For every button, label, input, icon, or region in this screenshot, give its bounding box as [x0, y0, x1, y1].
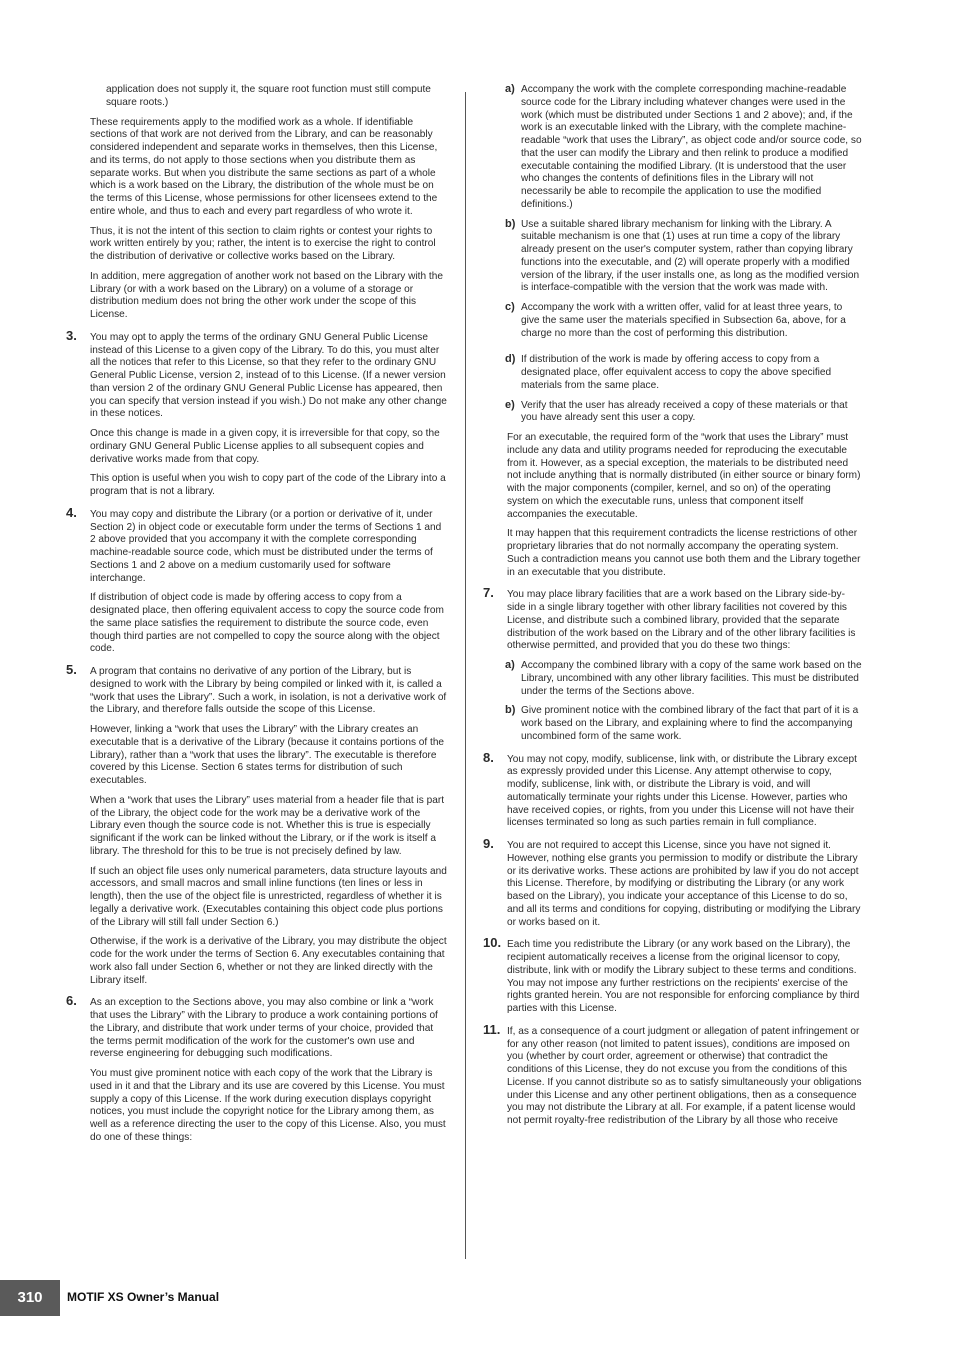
list-item [483, 302, 862, 340]
list-item [483, 84, 862, 212]
section-6 [66, 993, 447, 1144]
item-letter: b) [505, 704, 516, 717]
section-7 [483, 585, 862, 653]
list-item [483, 219, 862, 296]
section-number: 11. [483, 1021, 501, 1037]
paragraph: Once this change is made in a given copy, it is irreversible for that copy, so the ordinary GNU General Public License applies to all subsequent copies and derivative works made from that copy. [90, 428, 440, 465]
paragraph: However, linking a “work that uses the Library” with the Library creates an executable that is a derivative of the Library (because it contains portions of the Library), rather than a “work that uses the library”. The executable is therefore covered by this License. Section 6 states terms for distribution of such executables. [90, 724, 445, 786]
section-number: 10. [483, 935, 502, 951]
section-number: 5. [66, 662, 77, 677]
paragraph: You may opt to apply the terms of the ordinary GNU General Public License instead of this License to a given copy of the Library. To do this, you must alter all the notices that refer to this License, so that they refer to the ordinary GNU General Public License, version 2, instead of to this License. (If a newer version than version 2 of the ordinary GNU General Public License has appeared, then you can specify that version instead if you wish.) Do not make any other change in these notices. [90, 331, 447, 420]
item-text: Accompany the work with the complete corresponding machine-readable source code for the Library including whatever changes were used in the work (which must be distributed under Sections 1 and 2 above); and, if the work is an executable linked with the Library, with the complete machine-readable “work that uses the Library”, as object code and/or source code, so that the user can modify the Library and then relink to produce a modified executable containing the modified Library. (It is understood that the user who changes the contents of definitions files in the Library will not necessarily be able to recompile the application to use the modified definitions.) [521, 84, 862, 210]
column-divider [465, 92, 466, 1259]
left-column [66, 84, 447, 1152]
paragraph: If such an object file uses only numerical parameters, data structure layouts and accessors, and small macros and small inline functions (ten lines or less in length), then the use of the object file is unrestricted, regardless of whether it is legally a derivative work. (Executables containing this object code plus portions of the Library will still fall under Section 6.) [90, 865, 447, 928]
item-letter: e) [505, 398, 515, 411]
item-text: Accompany the work with a written offer, valid for at least three years, to give the same user the materials specified in Subsection 6a, above, for a charge no more than the cost of performing this distribution. [521, 302, 846, 339]
section-10 [483, 935, 862, 1016]
section-4 [66, 504, 447, 656]
page-footer [0, 1280, 954, 1316]
right-column [483, 84, 862, 1135]
paragraph: If, as a consequence of a court judgment or allegation of patent infringement or for any other reason (not limited to patent issues), conditions are imposed on you (whether by court order, agreement or otherwise) that contradict the conditions of this License, they do not excuse you from the conditions of this License. If you cannot distribute so as to satisfy simultaneously your obligations under this License and any other pertinent obligations, then as a consequence you may not distribute the Library at all. For example, if a patent license would not permit royalty-free redistribution of the Library by all those who receive [507, 1025, 862, 1126]
section-number: 7. [483, 585, 494, 601]
paragraph: application does not supply it, the square root function must still compute square roots.) [106, 84, 431, 108]
section-number: 6. [66, 993, 77, 1009]
page-number: 310 [0, 1280, 60, 1316]
section-number: 3. [66, 327, 77, 343]
paragraph: You may copy and distribute the Library (or a portion or derivative of it, under Section 2) in object code or executable form under the terms of Sections 1 and 2 above provided that you accompany it with the complete corresponding machine-readable source code, which must be distributed under the terms of Sections 1 and 2 above on a medium customarily used for software interchange. [90, 508, 442, 584]
item-text: Give prominent notice with the combined library of the fact that part of it is a work based on the Library, and explaining where to find the accompanying uncombined form of the same work. [521, 705, 859, 742]
list-item [483, 354, 862, 392]
section-5 [66, 662, 447, 987]
section-8 [483, 749, 862, 831]
paragraph: You may not copy, modify, sublicense, link with, or distribute the Library except as expressly provided under this License. Any attempt otherwise to copy, modify, sublicense, link with, or distribute the Library is void, and will automatically terminate your rights under this License. However, parties who have received copies, or rights, from you under this License will not have their licenses terminated so long as such parties remain in full compliance. [507, 753, 857, 829]
item-letter: a) [505, 83, 515, 95]
paragraph: You must give prominent notice with each copy of the work that the Library is used in it and that the Library and its use are covered by this License. You must supply a copy of this License. If the work during execution displays copyright notices, you must include the copyright notice for the Library among them, as well as a reference directing the user to the copy of this License. Also, you must do one of these things: [90, 1068, 446, 1143]
paragraph: As an exception to the Sections above, you may also combine or link a “work that uses the Library” with the Library to produce a work containing portions of the Library, and distribute that work under terms of your choice, provided that the terms permit modification of the work for the customer's own use and reverse engineering for debugging such modifications. [90, 997, 438, 1060]
section-number: 8. [483, 749, 494, 765]
list-item [483, 705, 862, 743]
section-9 [483, 836, 862, 929]
paragraph: It may happen that this requirement contradicts the license restrictions of other proprietary libraries that do not normally accompany the operating system. Such a contradiction means you cannot use both them and the Library together in an executable that you distribute. [507, 528, 861, 578]
item-letter: a) [505, 659, 515, 671]
item-text: Verify that the user has already received a copy of these materials or that you have already sent this user a copy. [521, 399, 848, 424]
paragraph: If distribution of object code is made by offering access to copy from a designated place, then offering equivalent access to copy the source code from the same place satisfies the requirement to distribute the source code, even though third parties are not compelled to copy the source along with the object code. [90, 592, 444, 655]
section-3 [66, 327, 447, 499]
paragraph: Otherwise, if the work is a derivative of the Library, you may distribute the object code for the work under the terms of Section 6. Any executables containing that work also fall under Section 6, whether or not they are linked directly with the Library itself. [90, 936, 447, 986]
paragraph: Thus, it is not the intent of this section to claim rights or contest your rights to work written entirely by you; rather, the intent is to exercise the right to control the distribution of derivative or collective works based on the Library. [90, 225, 436, 262]
paragraph: These requirements apply to the modified work as a whole. If identifiable sections of that work are not derived from the Library, and can be reasonably considered independent and separate works in themselves, then this License, and its terms, do not apply to those sections when you distribute them as separate works. But when you distribute the same sections as part of a whole which is a work based on the Library, the distribution of the whole must be on the terms of this License, whose permissions for other licensees extend to the entire whole, and thus to each and every part regardless of who wrote it. [90, 116, 438, 217]
paragraph: Each time you redistribute the Library (or any work based on the Library), the recipient automatically receives a license from the original licensor to copy, distribute, link with or modify the Library subject to these terms and conditions. You may not impose any further restrictions on the recipients' exercise of the rights granted herein. You are not responsible for enforcing compliance by third parties with this License. [507, 939, 860, 1014]
item-text: If distribution of the work is made by offering access to copy from a designated place, offer equivalent access to copy the above specified materials from the same place. [521, 354, 832, 391]
manual-title: MOTIF XS Owner’s Manual [67, 1290, 220, 1304]
paragraph: You may place library facilities that are a work based on the Library side-by-side in a single library together with other library facilities not covered by this License, and distribute such a combined library, provided that the separate distribution of the work based on the Library and of the other library facilities is otherwise permitted, and provided that you do these two things: [507, 589, 856, 652]
paragraph: In addition, mere aggregation of another work not based on the Library with the Library (or with a work based on the Library) on a volume of a storage or distribution medium does not bring the other work under the scope of this License. [90, 270, 443, 320]
list-item [483, 660, 862, 698]
item-text: Use a suitable shared library mechanism for linking with the Library. A suitable mechanism is one that (1) uses at run time a copy of the library already present on the user's computer system, rather than copying library functions into the executable, and (2) will operate properly with a modified version of the library, if the user installs one, as long as the modified version is interface-compatible with the version that the work was made with. [521, 218, 860, 294]
list-item [483, 400, 862, 426]
section-11 [483, 1021, 862, 1128]
paragraph: For an executable, the required form of the “work that uses the Library” must include any data and utility programs needed for reproducing the executable from it. However, as a special exception, the materials to be distributed need not include anything that is normally distributed (in either source or binary form) with the major components (compiler, kernel, and so on) of the operating system on which the executable runs, unless that component itself accompanies the executable. [507, 432, 861, 520]
paragraph: When a “work that uses the Library” uses material from a header file that is part of the Library, the object code for the work may be a derivative work of the Library even though the source code is not. Whether this is true is especially significant if the work can be linked without the Library, or if the work is itself a library. The threshold for this to be true is not precisely defined by law. [90, 794, 444, 857]
paragraph: A program that contains no derivative of any portion of the Library, but is designed to work with the Library by being compiled or linked with it, is called a “work that uses the Library”. Such a work, in isolation, is not a derivative work of the Library, and therefore falls outside the scope of this License. [90, 666, 447, 716]
section-number: 9. [483, 836, 494, 851]
item-text: Accompany the combined library with a copy of the same work based on the Library, uncombined with any other library facilities. This must be distributed under the terms of the Sections above. [521, 660, 862, 697]
paragraph: This option is useful when you wish to copy part of the code of the Library into a program that is not a library. [90, 473, 446, 497]
item-letter: d) [505, 353, 516, 366]
item-letter: b) [505, 217, 516, 230]
paragraph: You are not required to accept this License, since you have not signed it. However, nothing else grants you permission to modify or distribute the Library or its derivative works. These actions are prohibited by law if you do not accept this License. Therefore, by modifying or distributing the Library (or any work based on the Library), you indicate your acceptance of this License to do so, and all its terms and conditions for copying, distributing or modifying the Library or works based on it. [507, 840, 861, 928]
section-number: 4. [66, 504, 77, 520]
item-letter: c) [505, 301, 515, 313]
